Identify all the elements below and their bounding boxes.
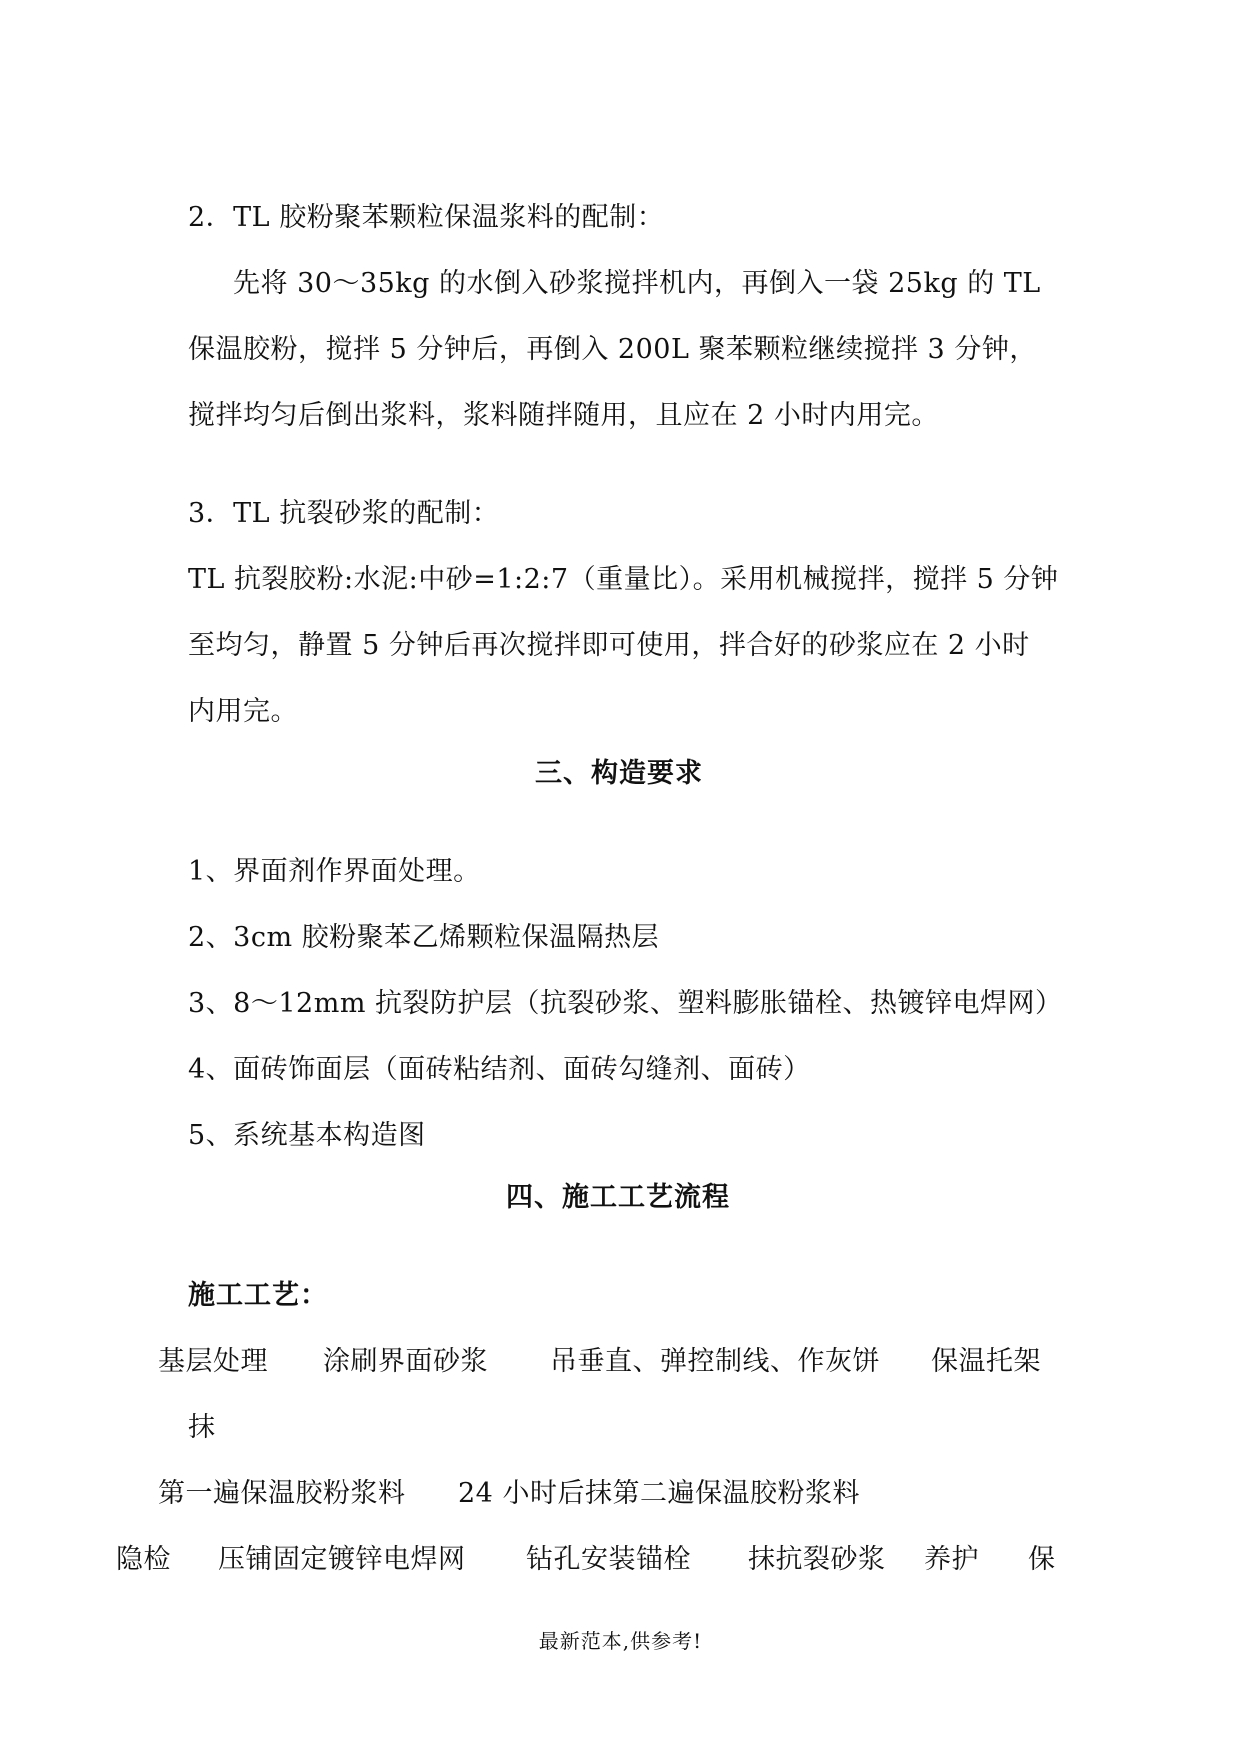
section-2-paragraph-line-3: 搅拌均匀后倒出浆料，浆料随拌随用，且应在 2 小时内用完。 bbox=[188, 400, 939, 431]
flow-step-interface-mortar: 涂刷界面砂浆 bbox=[323, 1346, 488, 1377]
flow-step-curing: 养护 bbox=[924, 1544, 979, 1575]
flow-step-insulation-bracket: 保温托架 bbox=[931, 1346, 1041, 1377]
section-3-paragraph-line-2: 至均匀，静置 5 分钟后再次搅拌即可使用，拌合好的砂浆应在 2 小时 bbox=[188, 630, 1030, 661]
section-3-title: 3．TL 抗裂砂浆的配制： bbox=[188, 498, 500, 529]
process-subheading: 施工工艺： bbox=[188, 1280, 328, 1311]
section-3-paragraph-line-3: 内用完。 bbox=[188, 696, 298, 727]
construction-item-5: 5、系统基本构造图 bbox=[188, 1120, 426, 1151]
process-heading: 四、施工工艺流程 bbox=[506, 1182, 730, 1213]
flow-step-fix-wire-mesh: 压铺固定镀锌电焊网 bbox=[218, 1544, 466, 1575]
flow-step-second-coat: 24 小时后抹第二遍保温胶粉浆料 bbox=[458, 1478, 860, 1509]
section-2-title: 2．TL 胶粉聚苯颗粒保温浆料的配制： bbox=[188, 202, 665, 233]
construction-item-4: 4、面砖饰面层（面砖粘结剂、面砖勾缝剂、面砖） bbox=[188, 1054, 811, 1085]
flow-step-crack-resistant-mortar: 抹抗裂砂浆 bbox=[748, 1544, 886, 1575]
section-2-paragraph-line-1: 先将 30～35kg 的水倒入砂浆搅拌机内，再倒入一袋 25kg 的 TL bbox=[233, 268, 1041, 299]
section-2-paragraph-line-2: 保温胶粉，搅拌 5 分钟后，再倒入 200L 聚苯颗粒继续搅拌 3 分钟， bbox=[188, 334, 1037, 365]
construction-item-1: 1、界面剂作界面处理。 bbox=[188, 856, 481, 887]
section-3-paragraph-line-1: TL 抗裂胶粉:水泥:中砂=1:2:7（重量比）。采用机械搅拌，搅拌 5 分钟 bbox=[188, 564, 1059, 595]
flow-step-plumb-control-lines: 吊垂直、弹控制线、作灰饼 bbox=[550, 1346, 880, 1377]
flow-step-first-coat: 第一遍保温胶粉浆料 bbox=[158, 1478, 406, 1509]
flow-step-next-truncated: 保 bbox=[1028, 1544, 1056, 1575]
construction-item-3: 3、8～12mm 抗裂防护层（抗裂砂浆、塑料膨胀锚栓、热镀锌电焊网） bbox=[188, 988, 1063, 1019]
construction-item-2: 2、3cm 胶粉聚苯乙烯颗粒保温隔热层 bbox=[188, 922, 660, 953]
flow-step-install-anchors: 钻孔安装锚栓 bbox=[526, 1544, 691, 1575]
construction-heading: 三、构造要求 bbox=[535, 758, 703, 789]
flow-step-base-treatment: 基层处理 bbox=[158, 1346, 268, 1377]
flow-step-hidden-inspection: 隐检 bbox=[116, 1544, 171, 1575]
flow-step-plaster-continued: 抹 bbox=[188, 1412, 216, 1443]
page-footer: 最新范本,供参考! bbox=[538, 1629, 703, 1653]
